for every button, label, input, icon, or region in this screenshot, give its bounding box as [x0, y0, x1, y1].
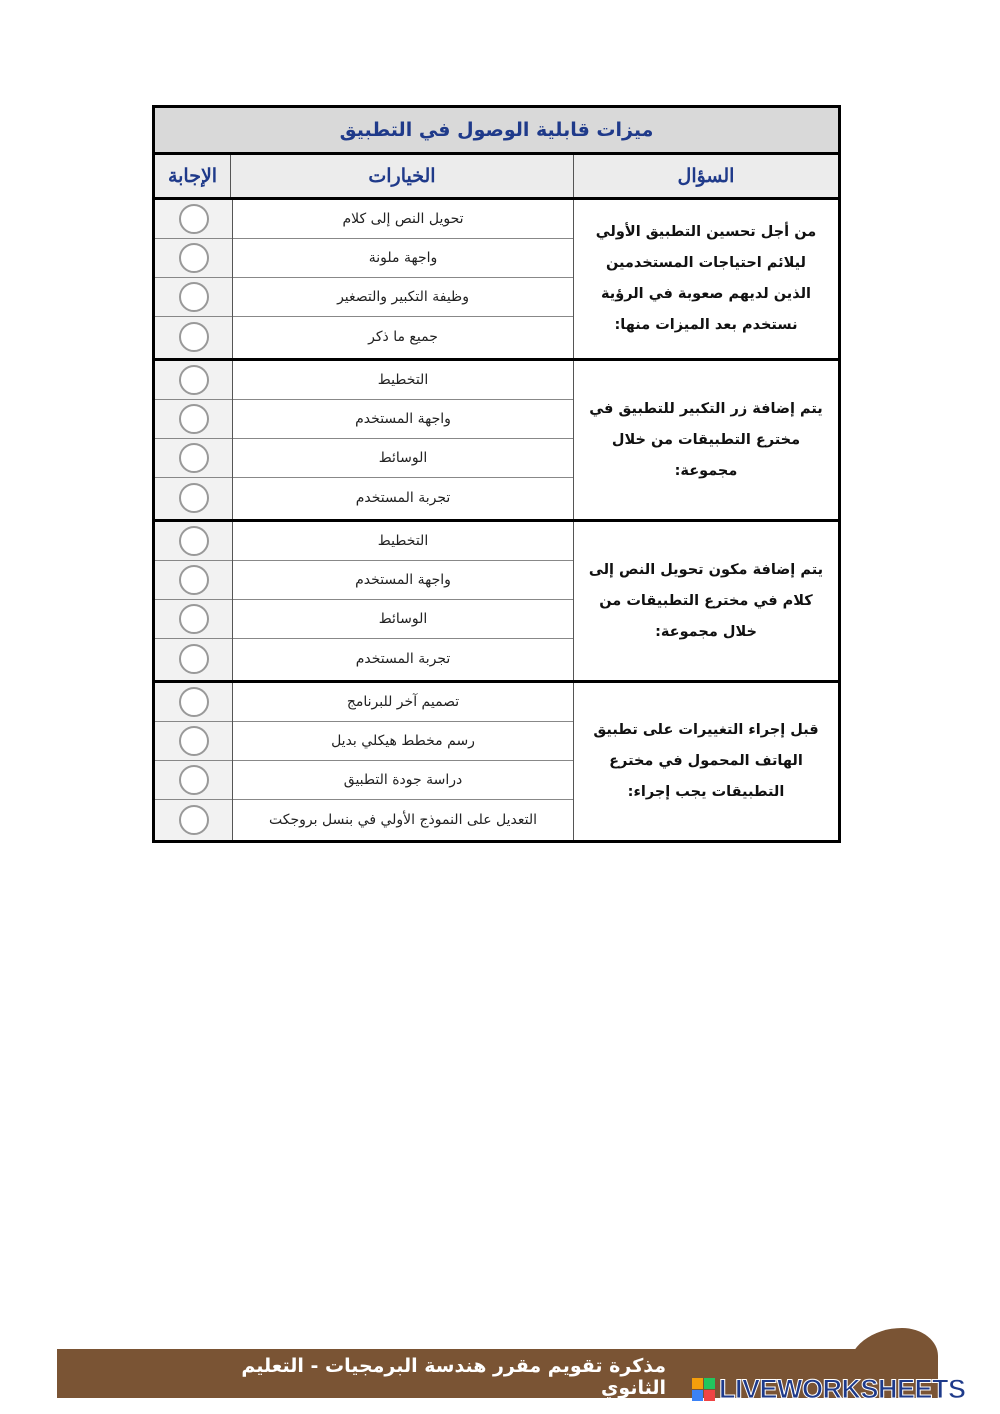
radio-circle[interactable]: [179, 687, 209, 717]
liveworksheets-logo[interactable]: [692, 1374, 966, 1405]
question-block-2: [155, 361, 838, 522]
logo-square: [704, 1378, 715, 1389]
radio-circle[interactable]: [179, 526, 209, 556]
question-block-3: [155, 522, 838, 683]
answer-cell: [155, 239, 232, 278]
option-label: التعديل على النموذج الأولي في بنسل بروجكت: [269, 812, 537, 828]
radio-circle[interactable]: [179, 243, 209, 273]
options-list: [232, 200, 574, 358]
option-label: الوسائط: [233, 600, 573, 639]
question-text: يتم إضافة زر التكبير للتطبيق في مخترع التطبيقات من خلال مجموعة:: [589, 400, 823, 479]
answer-cell: [155, 800, 232, 840]
logo-squares-icon: [692, 1378, 715, 1401]
answer-cell: [155, 722, 232, 761]
answer-column: [155, 522, 232, 680]
radio-circle[interactable]: [179, 765, 209, 795]
questions-table: [152, 105, 841, 843]
option-label: تجربة المستخدم: [355, 651, 451, 667]
options-list: [232, 683, 574, 840]
answer-cell: [155, 639, 232, 679]
option-label: واجهة ملونة: [233, 239, 573, 278]
radio-circle[interactable]: [179, 204, 209, 234]
option-label: رسم مخطط هيكلي بديل: [233, 722, 573, 761]
logo-text: LIVEWORKSHEETS: [719, 1374, 966, 1404]
radio-circle[interactable]: [179, 443, 209, 473]
option-label: تجربة المستخدم: [355, 490, 451, 506]
question-block-4: [155, 683, 838, 840]
answer-cell: [155, 683, 232, 722]
answer-cell: [155, 361, 232, 400]
option-label: وظيفة التكبير والتصغير: [233, 278, 573, 317]
option-label: واجهة المستخدم: [233, 561, 573, 600]
question-text: من أجل تحسين التطبيق الأولي ليلائم احتياجات المستخدمين الذين لديهم صعوبة في الرؤية نستخدم بعد الميزات منها:: [595, 224, 817, 333]
table-title: ميزات قابلية الوصول في التطبيق: [155, 108, 838, 155]
table-header: [155, 155, 838, 200]
logo-square: [692, 1390, 703, 1401]
header-options: الخيارات: [230, 155, 574, 197]
radio-circle[interactable]: [179, 565, 209, 595]
header-question: السؤال: [677, 165, 735, 187]
answer-cell: [155, 478, 232, 518]
option-label: التخطيط: [233, 361, 573, 400]
answer-cell: [155, 561, 232, 600]
answer-cell: [155, 600, 232, 639]
option-label: جميع ما ذكر: [368, 329, 438, 345]
answer-column: [155, 361, 232, 519]
radio-circle[interactable]: [179, 322, 209, 352]
logo-square: [692, 1378, 703, 1389]
answer-cell: [155, 317, 232, 357]
option-label: تصميم آخر للبرنامج: [233, 683, 573, 722]
question-text: يتم إضافة مكون تحويل النص إلى كلام في مخترع التطبيقات من خلال مجموعة:: [588, 561, 824, 640]
question-block-1: [155, 200, 838, 361]
answer-column: [155, 683, 232, 840]
radio-circle[interactable]: [179, 604, 209, 634]
answer-cell: [155, 522, 232, 561]
answer-cell: [155, 761, 232, 800]
option-label: واجهة المستخدم: [233, 400, 573, 439]
radio-circle[interactable]: [179, 282, 209, 312]
question-text: قبل إجراء التغييرات على تطبيق الهاتف المحمول في مخترع التطبيقات يجب إجراء:: [593, 722, 819, 800]
answer-column: [155, 200, 232, 358]
answer-cell: [155, 400, 232, 439]
radio-circle[interactable]: [179, 483, 209, 513]
radio-circle[interactable]: [179, 365, 209, 395]
answer-cell: [155, 439, 232, 478]
option-label: الوسائط: [233, 439, 573, 478]
header-answer: الإجابة: [167, 165, 218, 187]
options-list: [232, 361, 574, 519]
options-list: [232, 522, 574, 680]
option-label: دراسة جودة التطبيق: [233, 761, 573, 800]
answer-cell: [155, 200, 232, 239]
radio-circle[interactable]: [179, 726, 209, 756]
option-label: التخطيط: [233, 522, 573, 561]
option-label: تحويل النص إلى كلام: [233, 200, 573, 239]
logo-square: [704, 1390, 715, 1401]
answer-cell: [155, 278, 232, 317]
radio-circle[interactable]: [179, 404, 209, 434]
radio-circle[interactable]: [179, 805, 209, 835]
footer-text: مذكرة تقويم مقرر هندسة البرمجيات - التعليم الثانوي: [241, 1355, 666, 1399]
radio-circle[interactable]: [179, 644, 209, 674]
